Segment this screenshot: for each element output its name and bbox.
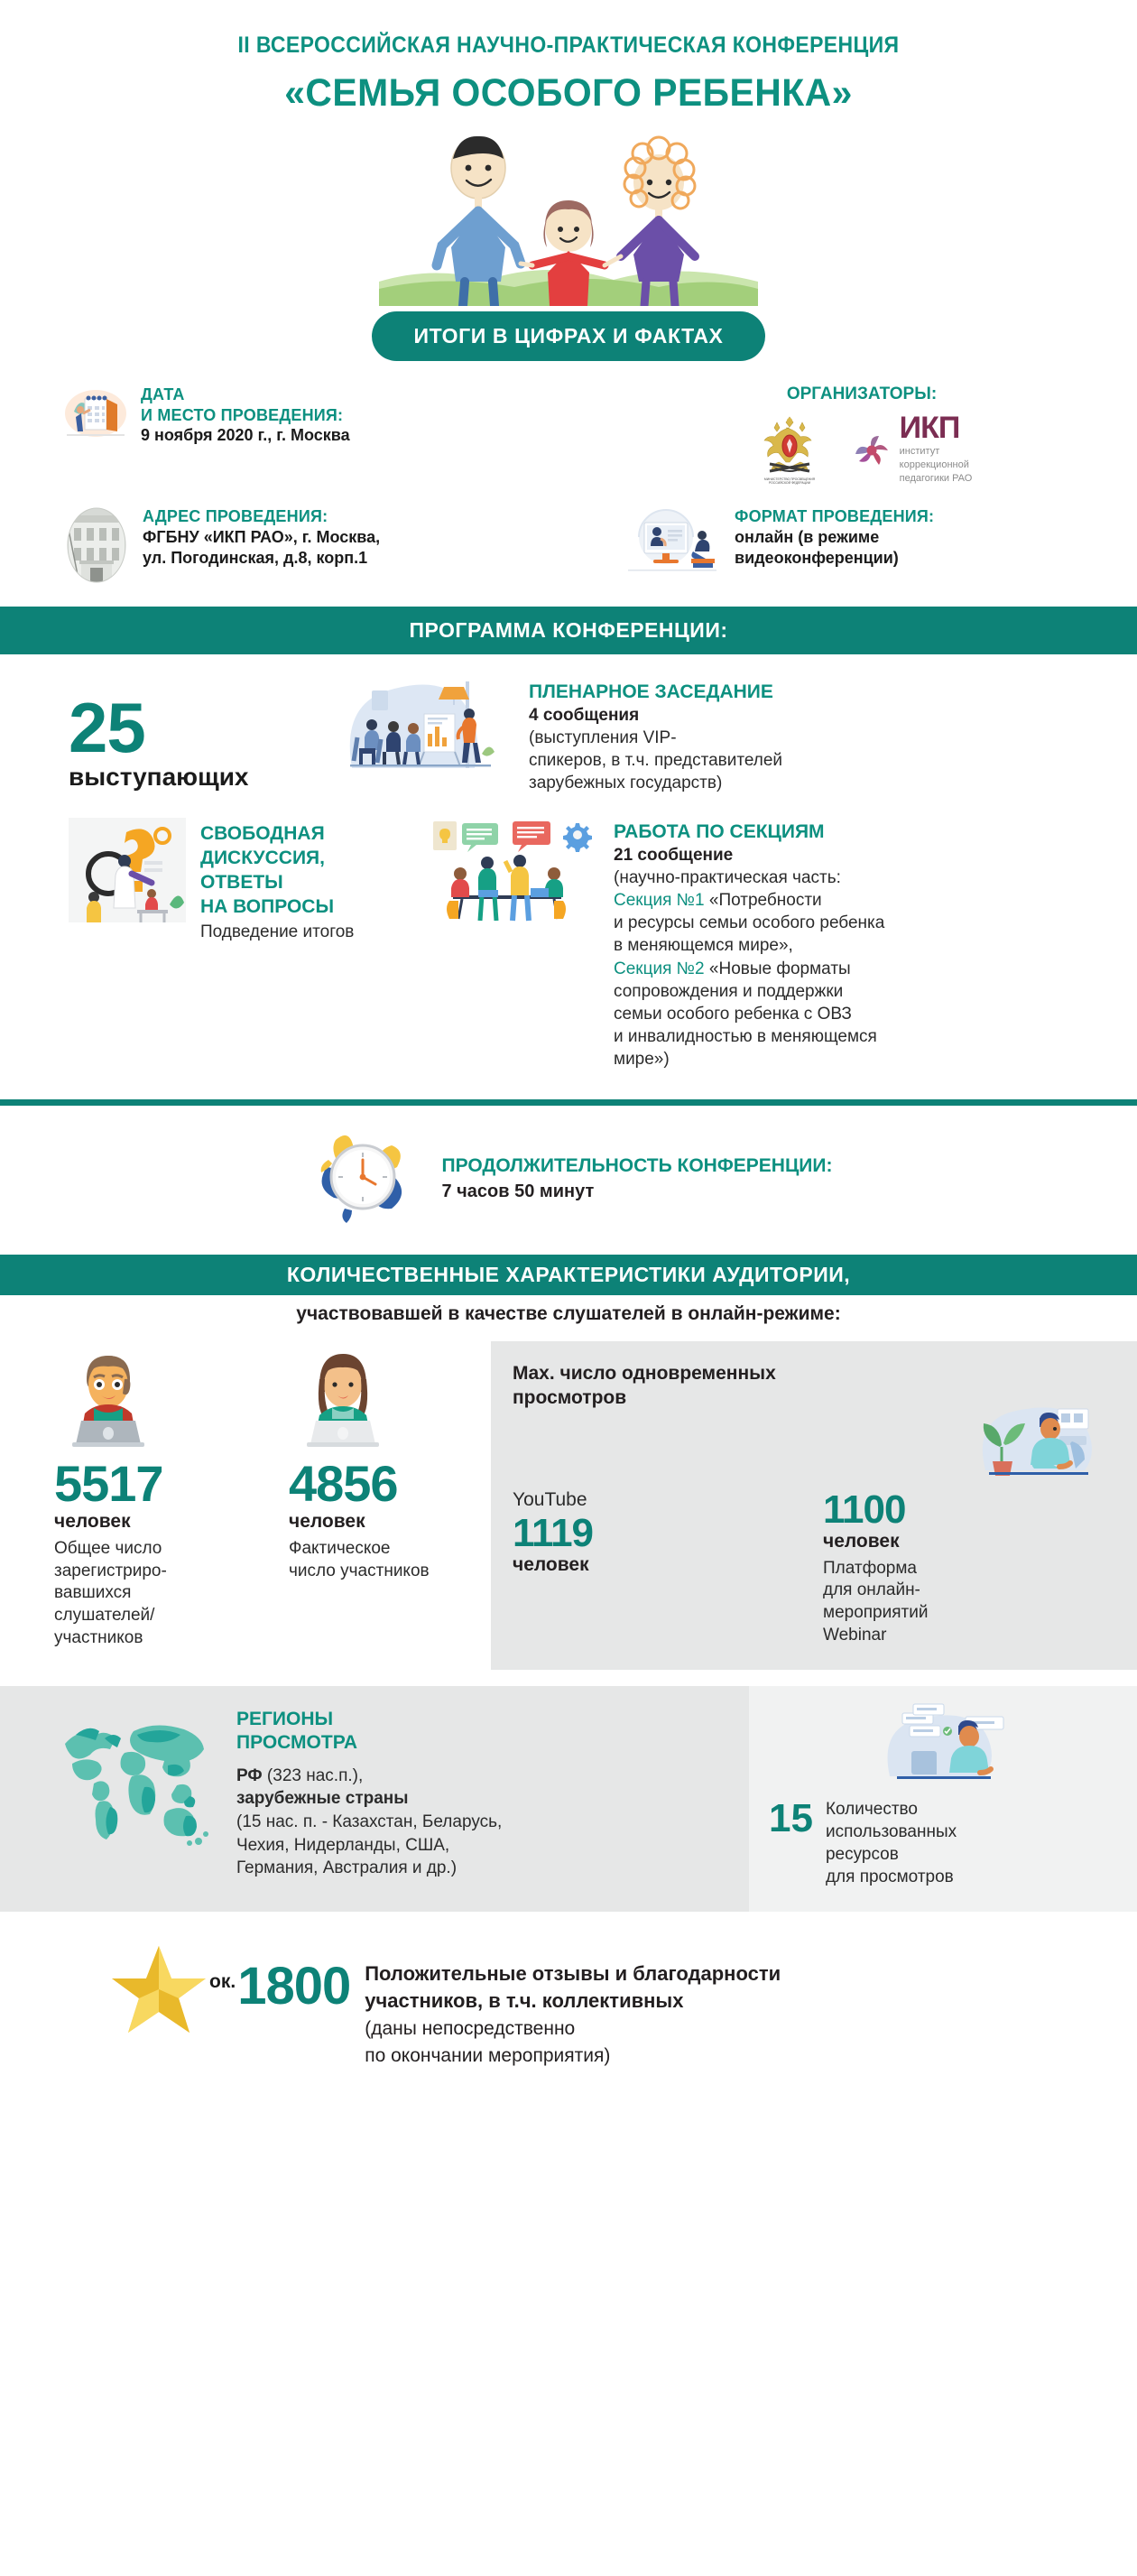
actual-number: 4856: [289, 1454, 398, 1512]
resources-desc-line2: использованных: [825, 1822, 957, 1842]
resources-block: [749, 1686, 1137, 1912]
section1-title-line2: и ресурсы семьи особого ребенка: [614, 913, 885, 933]
feedback-bold-line1: Положительные отзывы и благодарности: [365, 1962, 781, 1986]
registered-unit: человек: [54, 1510, 131, 1532]
plenary-body-line1: (выступления VIP-: [529, 728, 677, 747]
regions-foreign-line3: Германия, Австралия и др.): [236, 1858, 458, 1878]
youtube-label: YouTube: [513, 1488, 587, 1510]
actual-desc-line2: число участников: [289, 1561, 430, 1580]
results-banner: ИТОГИ В ЦИФРАХ И ФАКТАХ: [372, 311, 764, 361]
ikp-swirl-icon: [851, 430, 892, 471]
ikp-logo: [851, 411, 973, 485]
actual-stat: [289, 1341, 460, 1671]
discussion-heading-line1: СВОБОДНАЯ: [200, 823, 325, 845]
concurrent-title-line2: просмотров: [513, 1387, 627, 1409]
plenary-row: [36, 674, 1101, 794]
format-block: [623, 506, 1101, 579]
registered-desc-line2: зарегистриро-: [54, 1561, 167, 1580]
section2-title-line4: и инвалидностью в меняющемся: [614, 1026, 877, 1046]
youtube-stat: [513, 1489, 805, 1647]
ikp-sub-line3: педагогики РАО: [899, 472, 973, 484]
sections-heading: РАБОТА ПО СЕКЦИЯМ: [614, 821, 825, 843]
resources-desc-line4: для просмотров: [825, 1867, 954, 1886]
section2-title-line2: сопровождения и поддержки: [614, 981, 844, 1001]
man-laptop-icon: [54, 1341, 226, 1450]
organizers-label: ОРГАНИЗАТОРЫ:: [786, 385, 938, 403]
date-label-line2: И МЕСТО ПРОВЕДЕНИЯ:: [141, 405, 344, 424]
section2-tag: Секция №2: [614, 959, 705, 978]
youtube-number: 1119: [513, 1510, 594, 1555]
resources-number: 15: [769, 1796, 813, 1841]
webinar-desc-line2: для онлайн-: [823, 1580, 920, 1600]
sections-text: [614, 818, 1101, 1070]
page-header: [0, 0, 1137, 116]
organizers-logos: [623, 410, 1101, 490]
section1-tag: Секция №1: [614, 891, 705, 911]
program-content: [0, 654, 1137, 1080]
registered-stat: [54, 1341, 226, 1671]
address-value-line2: ул. Погодинская, д.8, корп.1: [143, 548, 368, 567]
program-section-bar: ПРОГРАММА КОНФЕРЕНЦИИ:: [0, 607, 1137, 654]
building-photo-icon: [63, 506, 130, 588]
organizers-block: [623, 385, 1101, 490]
section2-title-line3: семьи особого ребенка с ОВЗ: [614, 1004, 852, 1024]
actual-desc-line1: Фактическое: [289, 1538, 391, 1558]
section1-title-line1: «Потребности: [708, 891, 822, 911]
regions-block: [0, 1686, 749, 1912]
conference-info: [0, 385, 1137, 588]
duration-value: 7 часов 50 минут: [441, 1181, 595, 1202]
audience-stats: [0, 1341, 1137, 1671]
star-icon: [108, 1941, 209, 2046]
registered-desc-line5: участников: [54, 1627, 143, 1647]
speakers-number: 25: [69, 688, 145, 767]
emblem-caption-line1: МИНИСТЕРСТВО ПРОСВЕЩЕНИЯ: [763, 477, 815, 481]
plenary-meeting-icon: [330, 674, 511, 787]
regions-label-line1: РЕГИОНЫ: [236, 1709, 334, 1730]
feedback-text: [365, 1960, 781, 2069]
youtube-unit: человек: [513, 1553, 589, 1575]
webinar-number: 1100: [823, 1487, 906, 1532]
regions-foreign-bold: зарубежные страны: [236, 1789, 409, 1809]
ikp-sub-line1: институт: [899, 446, 940, 458]
plenary-body-line2: спикеров, в т.ч. представителей: [529, 751, 783, 771]
discussion-heading-line3: ОТВЕТЫ: [200, 872, 283, 894]
duration-label: ПРОДОЛЖИТЕЛЬНОСТЬ КОНФЕРЕНЦИИ:: [441, 1155, 833, 1177]
actual-unit: человек: [289, 1510, 365, 1532]
duration-text: [442, 1155, 833, 1202]
emblem-caption-line2: РОССИЙСКОЙ ФЕДЕРАЦИИ: [768, 481, 810, 485]
section1-title-line3: в меняющемся мире»,: [614, 936, 793, 956]
plenary-body-line3: зарубежных государств): [529, 774, 723, 793]
regions-foreign-line2: Чехия, Нидерланды, США,: [236, 1835, 450, 1855]
resources-desc-line1: Количество: [825, 1800, 918, 1820]
family-drawing-icon: [379, 130, 758, 306]
desk-worker-icon: [953, 1395, 1115, 1481]
regions-foreign-line1: (15 нас. п. - Казахстан, Беларусь,: [236, 1812, 503, 1832]
online-resources-icon: [857, 1775, 1029, 1791]
family-illustration: [0, 130, 1137, 306]
section2-title-line1: «Новые форматы: [708, 959, 851, 978]
resources-desc-line3: ресурсов: [825, 1844, 899, 1864]
feedback-note-line2: по окончании мероприятия): [365, 2044, 611, 2066]
address-block: [36, 506, 623, 588]
duration-block: [0, 1106, 1137, 1255]
feedback-number: 1800: [237, 1957, 351, 2016]
calendar-icon: [63, 385, 128, 445]
date-block: [36, 385, 623, 446]
russian-emblem-icon: [752, 410, 827, 490]
concurrent-title-line1: Max. число одновременных: [513, 1362, 776, 1384]
approx-prefix: ок.: [209, 1971, 236, 1993]
sections-body-intro: (научно-практическая часть:: [614, 868, 841, 888]
speakers-stat: [36, 674, 330, 792]
date-value: 9 ноября 2020 г., г. Москва: [141, 426, 350, 444]
webinar-desc-line3: мероприятий: [823, 1603, 929, 1623]
webinar-stat: [823, 1489, 1115, 1647]
registered-desc-line3: вавшихся: [54, 1583, 132, 1603]
world-map-icon: [54, 1708, 217, 1857]
webinar-unit: человек: [823, 1530, 900, 1552]
concurrent-views-box: [491, 1341, 1137, 1671]
sections-row: [36, 818, 1101, 1070]
ikp-logo-text: ИКП: [899, 411, 960, 446]
resources-row: [769, 1796, 1117, 1888]
date-label-line1: ДАТА: [141, 385, 185, 403]
discussion-heading-line2: ДИСКУССИЯ,: [200, 848, 325, 869]
speakers-label: выступающих: [69, 763, 249, 792]
format-value-line1: онлайн (в режиме: [735, 527, 880, 546]
discussion-body: Подведение итогов: [200, 922, 355, 942]
format-value-line2: видеоконференции): [735, 548, 899, 567]
info-row-date-organizers: [36, 385, 1101, 490]
duration-divider: [0, 1099, 1137, 1106]
regions-section: [0, 1686, 1137, 1912]
plenary-count: 4 сообщения: [529, 706, 640, 725]
regions-text: [236, 1708, 502, 1880]
plenary-heading: ПЛЕНАРНОЕ ЗАСЕДАНИЕ: [529, 681, 773, 702]
discussion-text: [200, 818, 426, 943]
webinar-desc-line4: Webinar: [823, 1625, 887, 1645]
regions-rf-bold: РФ: [236, 1765, 263, 1785]
plenary-text: [529, 674, 1101, 794]
registered-desc-line1: Общее число: [54, 1538, 162, 1558]
feedback-bold-line2: участников, в т.ч. коллективных: [365, 1988, 684, 2012]
feedback-note-line1: (даны непосредственно: [365, 2017, 576, 2039]
section2-title-line5: мире»): [614, 1049, 670, 1069]
registered-number: 5517: [54, 1454, 163, 1512]
info-row-address-format: [36, 506, 1101, 588]
webinar-desc-line1: Платформа: [823, 1558, 917, 1578]
format-label: ФОРМАТ ПРОВЕДЕНИЯ:: [735, 507, 935, 525]
question-discussion-icon: [69, 818, 186, 927]
results-banner-row: [0, 311, 1137, 361]
registered-desc-line4: слушателей/: [54, 1606, 155, 1625]
feedback-block: [0, 1912, 1137, 2069]
address-value-line1: ФГБНУ «ИКП РАО», г. Москва,: [143, 527, 381, 546]
clock-icon: [305, 1127, 422, 1231]
regions-rf-rest: (323 нас.п.),: [262, 1765, 364, 1785]
page-title: «СЕМЬЯ ОСОБОГО РЕБЕНКА»: [284, 71, 853, 115]
address-label: АДРЕС ПРОВЕДЕНИЯ:: [143, 507, 328, 525]
conference-subtitle: II ВСЕРОССИЙСКАЯ НАУЧНО-ПРАКТИЧЕСКАЯ КОНФЕРЕНЦИЯ: [237, 32, 900, 58]
ikp-sub-line2: коррекционной: [899, 459, 969, 470]
woman-laptop-icon: [289, 1341, 460, 1450]
sections-count: 21 сообщение: [614, 846, 734, 866]
audience-left-stats: [0, 1341, 460, 1671]
videoconference-icon: [623, 506, 722, 579]
regions-label-line2: ПРОСМОТРА: [236, 1731, 358, 1753]
audience-section-bar: КОЛИЧЕСТВЕННЫЕ ХАРАКТЕРИСТИКИ АУДИТОРИИ,: [0, 1255, 1137, 1295]
discussion-heading-line4: НА ВОПРОСЫ: [200, 896, 335, 918]
audience-subtitle: участвовавшей в качестве слушателей в онлайн-режиме:: [296, 1302, 841, 1324]
team-meeting-icon: [426, 818, 597, 927]
